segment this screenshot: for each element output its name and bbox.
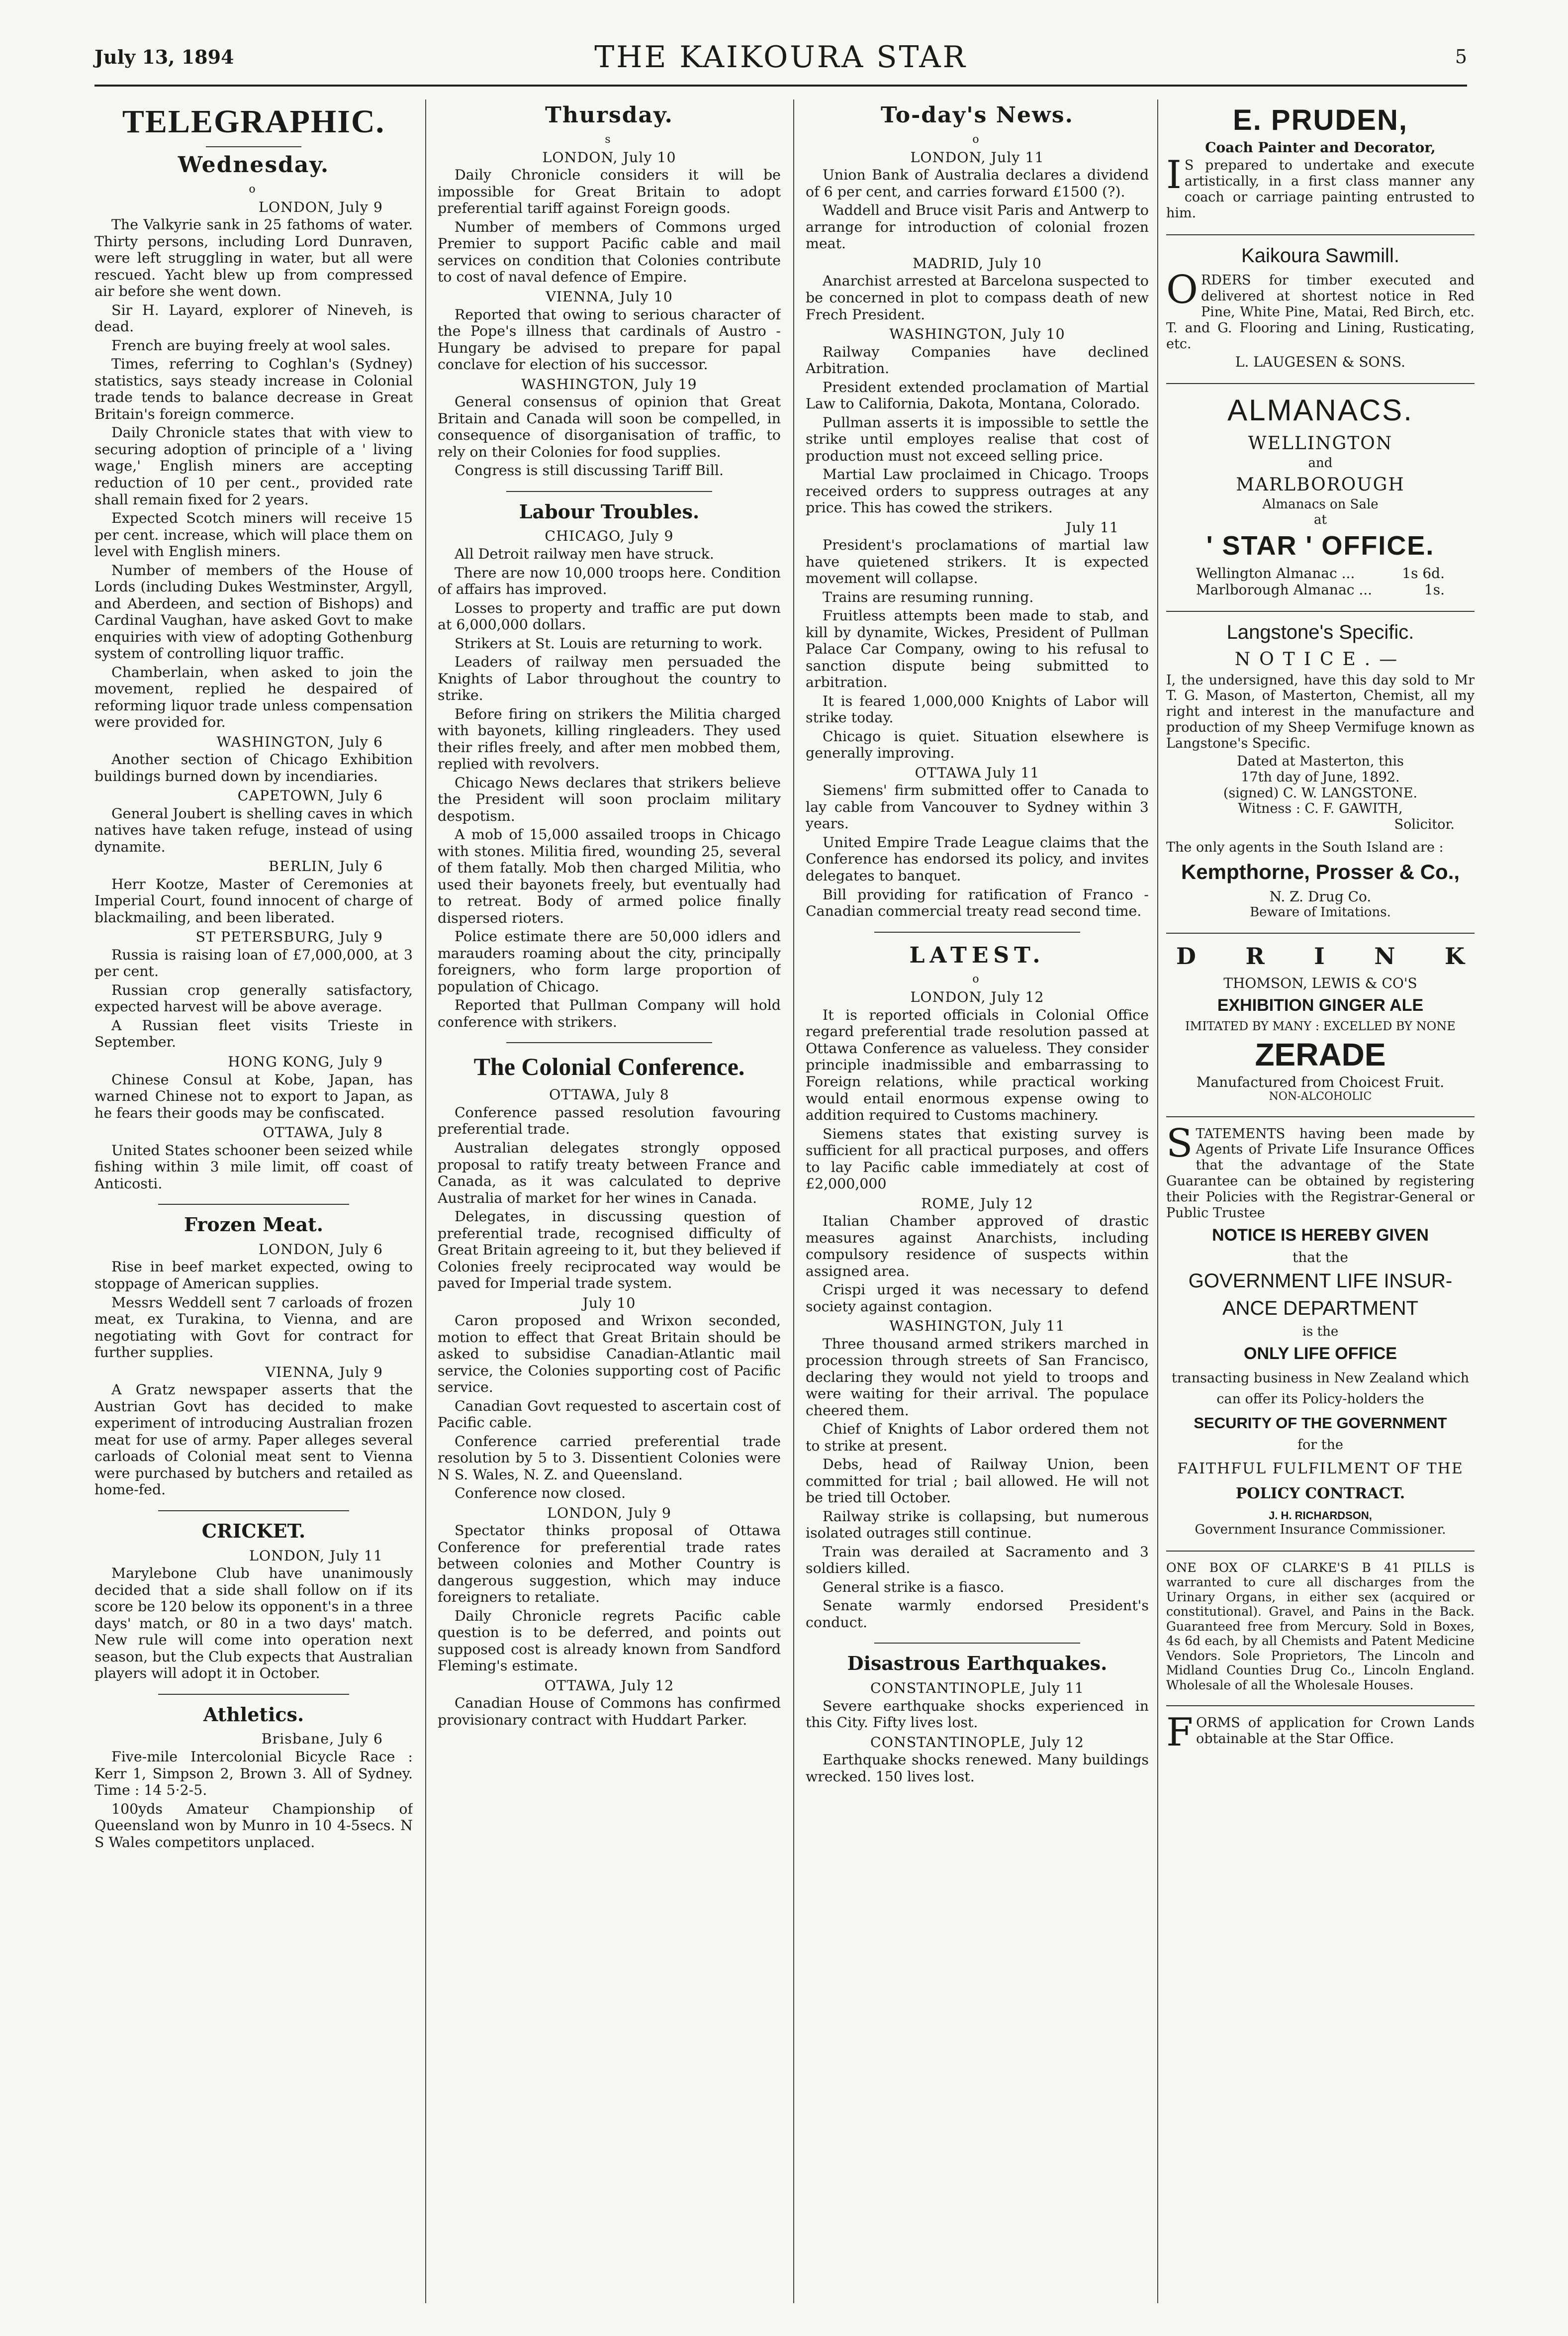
ad-govt-security: SECURITY OF THE GOVERNMENT (1194, 1414, 1447, 1432)
paragraph: Strikers at St. Louis are returning to work. (455, 635, 763, 652)
ad-almanacs-and: and (1308, 455, 1333, 471)
paragraph: Russia is raising loan of £7,000,000, at 3 per cent. (94, 946, 413, 980)
price-label: Marlborough Almanac ... (1196, 581, 1373, 598)
paragraph: Daily Chronicle states that with view to securing adoption of principle of a ' living wage,' English miners are accepting reduction of 10 per cent., provided rate shall remain fixed for 2 years. (94, 424, 413, 508)
paragraph: Railway Companies have declined Arbitration. (806, 343, 1149, 377)
ad-almanacs-office: ' STAR ' OFFICE. (1206, 531, 1435, 561)
paragraph: All Detroit railway men have struck. (455, 546, 714, 562)
ad-pruden-text: IS prepared to undertake and execute artistically, in a first class manner any coach or carriage painting entrusted to him. (1166, 153, 1475, 221)
column-rule (1157, 99, 1158, 2303)
dateline: LONDON, July 12 (910, 989, 1044, 1006)
paragraph: Five-mile Intercolonial Bicycle Race : Kerr 1, Simpson 2, Brown 3. All of Sydney. Time : 14 5·2-5. (94, 1748, 413, 1799)
dateline: LONDON, July 6 (259, 1241, 383, 1258)
paragraph: Herr Kootze, Master of Ceremonies at Imperial Court, found innocent of charge of blackmailing, and been liberated. (94, 876, 413, 926)
dateline: Brisbane, July 6 (261, 1731, 383, 1748)
paragraph: Conference passed resolution favouring preferential trade. (438, 1104, 781, 1138)
dateline: CONSTANTINOPLE, July 12 (870, 1734, 1084, 1751)
ad-drink (1166, 943, 1475, 1103)
paragraph: Martial Law proclaimed in Chicago. Troops received orders to suppress outrages at any price. This has cowed the strikers. (806, 466, 1149, 516)
ad-drink-line2: EXHIBITION GINGER ALE (1217, 995, 1424, 1015)
divider (506, 1042, 712, 1043)
ad-langstone-notice: NOTICE.— (1234, 649, 1406, 670)
price-value: 1s. (1424, 581, 1445, 598)
ad-sawmill-sign: L. LAUGESEN & SONS. (1235, 354, 1406, 371)
ad-govt-title: Government Insurance Commissioner. (1195, 1522, 1446, 1537)
column-telegraphic (94, 99, 413, 2298)
paragraph: Italian Chamber approved of drastic measures against Anarchists, including compulsory residence of suspects within assigned area. (806, 1213, 1149, 1279)
ad-sawmill-text: ORDERS for timber executed and delivered at shortest notice in Red Pine, White Pine, Matai, Red Birch, etc. T. and G. Flooring and Lining, Rusticating, etc. (1166, 268, 1475, 352)
divider (206, 146, 301, 147)
paragraph: Senate warmly endorsed President's conduct. (806, 1597, 1149, 1631)
dateline: CAPETOWN, July 6 (237, 787, 383, 804)
dateline: WASHINGTON, July 6 (216, 733, 383, 750)
ad-langstone-firm: Kempthorne, Prosser & Co., (1181, 860, 1460, 884)
paragraph: Railway strike is collapsing, but numerous isolated outrages still continue. (806, 1508, 1149, 1542)
column-thursday (438, 99, 781, 2298)
column-advertisements (1166, 99, 1475, 2298)
ornament: o (972, 133, 982, 146)
ad-langstone-agents: The only agents in the South Island are : (1166, 840, 1444, 856)
paragraph: French are buying freely at wool sales. (111, 337, 391, 354)
paragraph: Before firing on strikers the Militia charged with bayonets, killing ringleaders. They used their rifles freely, and after men mobbed them, replied with revolvers. (438, 705, 781, 773)
ad-langstone-drug: N. Z. Drug Co. (1269, 888, 1372, 905)
divider (158, 1694, 349, 1695)
paragraph: Bill providing for ratification of Franco - Canadian commercial treaty read second time. (806, 886, 1149, 920)
ad-langstone-signed: (signed) C. W. LANGSTONE. (1223, 785, 1418, 801)
divider (874, 932, 1080, 933)
ad-langstone-text: I, the undersigned, have this day sold to Mr T. G. Mason, of Masterton, Chemist, all my right and interest in the manufacture and production of my Sheep Vermifuge known as Langstone's Specific. (1166, 672, 1475, 752)
ad-almanacs-title: ALMANACS. (1227, 393, 1413, 427)
dateline: July 11 (1066, 519, 1119, 536)
article-list (806, 149, 1149, 1785)
paragraph: Russian crop generally satisfactory, expected harvest will be above average. (94, 981, 413, 1015)
page-number: 5 (1455, 46, 1467, 68)
ad-almanacs-row (1166, 582, 1475, 598)
paragraph: The Valkyrie sank in 25 fathoms of water. Thirty persons, including Lord Dunraven, were left struggling in water, but all were rescued. Yacht blew up from compressed air before she went down. (94, 216, 413, 300)
day-heading: Wednesday. (178, 152, 330, 178)
paragraph: Three thousand armed strikers marched in procession through streets of San Francisco, declaring they would not yield to troops and were waiting for their arrival. The populace cheered them. (806, 1335, 1149, 1419)
divider (1166, 383, 1475, 384)
paragraph: Spectator thinks proposal of Ottawa Conference for preferential trade rates between colonies and Mother Country is dangerous suggestion, which may induce foreigners to retaliate. (438, 1522, 781, 1606)
dateline: LONDON, July 10 (542, 149, 676, 166)
paragraph: Pullman asserts it is impossible to settle the strike until employes realise that cost of production must not exceed selling price. (806, 414, 1149, 464)
ad-almanacs-line1: WELLINGTON (1248, 433, 1393, 454)
paragraph: A Gratz newspaper asserts that the Austrian Govt has decided to make experiment of introducing Australian frozen meat for use of army. Paper alleges several carloads of Colonial meat sent to Vienna were purchased by butchers and retailed as home-fed. (94, 1381, 413, 1498)
paragraph: Daily Chronicle considers it will be impossible for Great Britain to adopt preferential tariff against Foreign goods. (438, 167, 781, 217)
letter: K (1445, 943, 1465, 970)
dateline: OTTAWA, July 12 (544, 1677, 674, 1694)
section-heading: Athletics. (203, 1703, 304, 1726)
ad-drink-line1: THOMSON, LEWIS & CO'S (1223, 974, 1417, 991)
dateline: VIENNA, July 9 (265, 1363, 383, 1380)
divider (1166, 1705, 1475, 1706)
ad-govt-notice: NOTICE IS HEREBY GIVEN (1212, 1225, 1429, 1245)
paragraph: Marylebone Club have unanimously decided that a side shall follow on if its score be 120 below its opponent's in a three days' match, or 80 in a two days' match. New rule will come into operation next season, but the Club expects that Australian players will adopt it in October. (94, 1565, 413, 1682)
section-heading: Labour Troubles. (519, 500, 700, 523)
ad-govt-transacting: transacting business in New Zealand which (1171, 1370, 1470, 1386)
ad-pruden-sub: Coach Painter and Decorator, (1205, 139, 1436, 156)
paragraph: Police estimate there are 50,000 idlers and marauders roaming about the city, principally foreigners, who form large proportion of population of Chicago. (438, 928, 781, 995)
paragraph: Severe earthquake shocks experienced in this City. Fifty lives lost. (806, 1697, 1149, 1731)
divider (506, 491, 712, 492)
paragraph: Australian delegates strongly opposed proposal to ratify treaty between France and Canada, as it was calculated to deprive Australia of market for her wines in Canada. (438, 1139, 781, 1206)
section-heading: TELEGRAPHIC. (122, 103, 385, 140)
dateline: July 10 (582, 1294, 636, 1311)
paragraph: General consensus of opinion that Great Britain and Canada will soon be compelled, in consequence of disorganisation of traffic, to rely on their Colonies for food supplies. (438, 393, 781, 460)
day-heading: Thursday. (545, 102, 673, 128)
paragraph: Earthquake shocks renewed. Many buildings wrecked. 150 lives lost. (806, 1752, 1149, 1785)
dateline: ROME, July 12 (921, 1195, 1033, 1212)
paragraph: 100yds Amateur Championship of Queensland won by Munro in 10 4-5secs. N S Wales competitors unplaced. (94, 1800, 413, 1850)
dateline: VIENNA, July 10 (546, 288, 673, 305)
ad-govt-dept: GOVERNMENT LIFE INSUR- (1188, 1269, 1453, 1292)
ad-govt-offer: can offer its Policy-holders the (1216, 1391, 1424, 1407)
newspaper-title: THE KAIKOURA STAR (594, 40, 967, 75)
ad-government-life (1166, 1121, 1475, 1538)
paragraph: It is reported officials in Colonial Office regard preferential trade resolution passed at Ottawa Conference as valueless. They consider principle inadmissible and embarrassing to Foreign relations, while practical working would entail enormous expense owing to addition required to Customs machinery. (806, 1006, 1149, 1124)
ornament: s (605, 133, 614, 146)
ad-langstone-dated: 17th day of June, 1892. (1241, 769, 1400, 785)
ad-langstone-title: Langstone's Specific. (1226, 621, 1414, 643)
dateline: HONG KONG, July 9 (228, 1054, 383, 1070)
paragraph: Canadian Govt requested to ascertain cost of Pacific cable. (438, 1397, 781, 1431)
paragraph: Leaders of railway men persuaded the Knights of Labor throughout the country to strike. (438, 654, 781, 704)
paragraph: Chinese Consul at Kobe, Japan, has warned Chinese not to export to Japan, as he fears their goods may be confiscated. (94, 1071, 413, 1121)
ad-govt-that: that the (1292, 1249, 1348, 1265)
column-todays-news (806, 99, 1149, 2298)
paragraph: Expected Scotch miners will receive 15 per cent. increase, which will place them on level with English miners. (94, 510, 413, 560)
paragraph: Number of members of the House of Lords (including Dukes Westminster, Argyll, and Aberdeen, and section of Bishops) and Cardinal Vaughan, have asked Govt to make enquiries with view of adopting Gothenburg system of controlling liquor traffic. (94, 562, 413, 662)
paragraph: Losses to property and traffic are put down at 6,000,000 dollars. (438, 599, 781, 633)
paragraph: Debs, head of Railway Union, been committed for trial ; bail allowed. He will not be tried till October. (806, 1456, 1149, 1506)
issue-date: July 13, 1894 (94, 46, 234, 68)
divider (1166, 611, 1475, 612)
letter: I (1314, 943, 1325, 970)
ad-langstone (1166, 621, 1475, 920)
ad-sawmill (1166, 244, 1475, 371)
dateline: OTTAWA, July 8 (549, 1086, 669, 1103)
dateline: CONSTANTINOPLE, July 11 (870, 1680, 1084, 1697)
ad-pruden (1166, 103, 1475, 221)
ad-govt-dept: ANCE DEPARTMENT (1222, 1297, 1419, 1320)
masthead (94, 40, 1467, 87)
paragraph: Trains are resuming running. (823, 588, 1034, 605)
ad-langstone-witness: Witness : C. F. GAWITH, (1238, 801, 1403, 817)
paragraph: United States schooner been seized while fishing within 3 mile limit, off coast of Anticosti. (94, 1142, 413, 1192)
paragraph: Chicago is quiet. Situation elsewhere is generally improving. (806, 728, 1149, 762)
paragraph: Canadian House of Commons has confirmed provisionary contract with Huddart Parker. (438, 1695, 781, 1728)
paragraph: President's proclamations of martial law have quietened strikers. It is expected movement will collapse. (806, 537, 1149, 587)
paragraph: Waddell and Bruce visit Paris and Antwerp to arrange for introduction of colonial frozen meat. (806, 202, 1149, 252)
ad-govt-for: for the (1297, 1437, 1343, 1453)
paragraph: Congress is still discussing Tariff Bill. (455, 462, 724, 479)
section-heading: CRICKET. (201, 1519, 306, 1542)
paragraph: Fruitless attempts been made to stab, and kill by dynamite, Wickes, President of Pullman Palace Car Company, owing to his refusal to sanction dispute being submitted to arbitration. (806, 607, 1149, 691)
dateline: BERLIN, July 6 (269, 858, 383, 875)
paragraph: Sir H. Layard, explorer of Nineveh, is dead. (94, 301, 413, 335)
day-heading: To-day's News. (881, 102, 1074, 128)
ad-langstone-dated: Dated at Masterton, this (1237, 753, 1404, 769)
divider (1166, 1551, 1475, 1552)
divider (158, 1204, 349, 1205)
section-heading: LATEST. (909, 942, 1045, 968)
section-heading: Frozen Meat. (184, 1213, 323, 1236)
ad-govt-only: ONLY LIFE OFFICE (1244, 1344, 1397, 1363)
article-list (94, 199, 413, 1850)
paragraph: Number of members of Commons urged Premier to support Pacific cable and mail services on condition that Colonies contribute to cost of naval defence of Empire. (438, 218, 781, 286)
paragraph: General Joubert is shelling caves in which natives have taken refuge, instead of using dynamite. (94, 805, 413, 855)
dateline: ST PETERSBURG, July 9 (195, 929, 383, 946)
ad-pruden-name: E. PRUDEN, (1233, 104, 1408, 136)
paragraph: Another section of Chicago Exhibition buildings burned down by incendiaries. (94, 751, 413, 784)
ad-govt-name: J. H. RICHARDSON, (1269, 1509, 1372, 1522)
dateline: WASHINGTON, July 11 (889, 1318, 1065, 1335)
ad-almanacs-row (1166, 565, 1475, 582)
ad-forms-text: FORMS of application for Crown Lands obtainable at the Star Office. (1166, 1710, 1475, 1755)
paragraph: President extended proclamation of Martial Law to California, Dakota, Montana, Colorado. (806, 379, 1149, 412)
dateline: LONDON, July 11 (910, 149, 1044, 166)
paragraph: Train was derailed at Sacramento and 3 soldiers killed. (806, 1543, 1149, 1577)
divider (158, 1510, 349, 1511)
paragraph: There are now 10,000 troops here. Condition of affairs has improved. (438, 564, 781, 598)
paragraph: Chicago News declares that strikers believe the President will soon proclaim military despotism. (438, 774, 781, 824)
paragraph: Reported that owing to serious character of the Pope's illness that cardinals of Austro - Hungary be advised to prepare for papal conclave for election of his successor. (438, 306, 781, 373)
ad-almanacs-sale: Almanacs on Sale (1262, 496, 1379, 512)
dateline: MADRID, July 10 (913, 255, 1042, 272)
paragraph: Caron proposed and Wrixon seconded, motion to effect that Great Britain should be asked to subsidise Canadian-Atlantic mail service, the Colonies supporting cost of Pacific service. (438, 1312, 781, 1396)
ad-crown-lands (1166, 1710, 1475, 1755)
dateline: WASHINGTON, July 10 (889, 326, 1065, 343)
ad-govt-text: STATEMENTS having been made by Agents of Private Life Insurance Offices that the advantage of the State Guarantee can be obtained by registering their Policies with the Registrar-General or Public Trustee (1166, 1121, 1475, 1221)
dateline: LONDON, July 11 (249, 1547, 383, 1564)
ad-govt-contract: POLICY CONTRACT. (1235, 1484, 1405, 1502)
section-heading: Disastrous Earthquakes. (847, 1652, 1107, 1675)
paragraph: A mob of 15,000 assailed troops in Chicago with stones. Militia fired, wounding 25, several of them fatally. Mob then charged Militia, who used their bayonets freely, but eventually had to retreat. Body of armed police finally dispersed rioters. (438, 826, 781, 926)
ad-clarke-pills (1166, 1560, 1475, 1693)
ad-almanacs-line2: MARLBOROUGH (1236, 475, 1405, 495)
ad-govt-is: is the (1302, 1324, 1339, 1340)
letter: D (1176, 943, 1196, 970)
paragraph: A Russian fleet visits Trieste in September. (94, 1017, 413, 1051)
dateline: OTTAWA, July 8 (263, 1124, 383, 1141)
ad-govt-faithful: FAITHFUL FULFILMENT OF THE (1177, 1460, 1464, 1478)
price-label: Wellington Almanac ... (1196, 565, 1355, 582)
column-rule (793, 99, 794, 2303)
paragraph: Chief of Knights of Labor ordered them not to strike at present. (806, 1421, 1149, 1454)
ad-drink-line4: Manufactured from Choicest Fruit. (1196, 1073, 1445, 1090)
paragraph: Anarchist arrested at Barcelona suspected to be concerned in plot to compass death of new Frech President. (806, 273, 1149, 323)
paragraph: United Empire Trade League claims that the Conference has endorsed its policy, and invites delegates to banquet. (806, 834, 1149, 884)
ad-sawmill-title: Kaikoura Sawmill. (1241, 244, 1399, 267)
ad-langstone-solicitor: Solicitor. (1394, 817, 1455, 833)
column-rule (425, 99, 426, 2303)
dateline: CHICAGO, July 9 (545, 528, 674, 545)
ornament: o (972, 973, 982, 986)
letter: R (1245, 943, 1265, 970)
paragraph: Union Bank of Australia declares a dividend of 6 per cent, and carries forward £1500 (?). (806, 167, 1149, 200)
paragraph: Daily Chronicle regrets Pacific cable question is to be deferred, and points out supposed cost is already known from Sandford Fleming's estimate. (438, 1607, 781, 1674)
paragraph: Times, referring to Coghlan's (Sydney) statistics, says steady increase in Colonial trade tends to balance decrease in Great Britain's foreign commerce. (94, 356, 413, 422)
paragraph: Messrs Weddell sent 7 carloads of frozen meat, ex Turakina, to Vienna, and are negotiating with Govt for contract for further supplies. (94, 1294, 413, 1361)
price-value: 1s 6d. (1402, 565, 1445, 582)
ad-drink-zerade: ZERADE (1255, 1037, 1386, 1073)
dateline: WASHINGTON, July 19 (521, 376, 697, 392)
ad-almanacs (1166, 393, 1475, 598)
paragraph: Crispi urged it was necessary to defend society against contagion. (806, 1281, 1149, 1315)
section-heading: The Colonial Conference. (473, 1053, 745, 1081)
ad-drink-line3: IMITATED BY MANY : EXCELLED BY NONE (1185, 1019, 1456, 1033)
paragraph: Reported that Pullman Company will hold conference with strikers. (438, 997, 781, 1030)
divider (1166, 234, 1475, 235)
dateline: OTTAWA July 11 (915, 764, 1040, 781)
divider (1166, 933, 1475, 934)
paragraph: Chamberlain, when asked to join the movement, replied he despaired of reforming liquor trade unless compensation were provided for. (94, 664, 413, 731)
divider (874, 1643, 1080, 1644)
ad-drink-letters (1166, 943, 1475, 970)
paragraph: Conference now closed. (455, 1485, 626, 1502)
paragraph: Rise in beef market expected, owing to stoppage of American supplies. (94, 1259, 413, 1292)
paragraph: Siemens states that existing survey is sufficient for all practical purposes, and offers to lay Pacific cable immediately at cost of £2,000,000 (806, 1125, 1149, 1192)
ornament: o (249, 183, 259, 195)
dateline: LONDON, July 9 (547, 1504, 671, 1521)
divider (1166, 1116, 1475, 1117)
ad-almanacs-at: at (1314, 512, 1327, 527)
letter: N (1374, 943, 1395, 970)
paragraph: It is feared 1,000,000 Knights of Labor will strike today. (806, 692, 1149, 726)
dateline: LONDON, July 9 (259, 198, 383, 215)
paragraph: Siemens' firm submitted offer to Canada to lay cable from Vancouver to Sydney within 3 years. (806, 782, 1149, 832)
ad-clarke-text: ONE BOX OF CLARKE'S B 41 PILLS is warranted to cure all discharges from the Urinary Organs, in either sex (acquired or constitutional). Gravel, and Pains in the Back. Guaranteed free from Mercury. Sold in Boxes, 4s 6d each, by all Chemists and Patent Medicine Vendors. Sole Proprietors, The Lincoln and Midland Counties Drug Co., Lincoln England. Wholesale of all the Wholesale Houses. (1166, 1560, 1475, 1692)
paragraph: Delegates, in discussing question of preferential trade, recognised difficulty of Great Britain agreeing to it, but they believed if Colonies freely reciprocated way would be paved for Imperial trade system. (438, 1208, 781, 1292)
article-list (438, 149, 781, 1729)
paragraph: Conference carried preferential trade resolution by 5 to 3. Dissentient Colonies were N S. Wales, N. Z. and Queensland. (438, 1433, 781, 1483)
ad-langstone-beware: Beware of Imitations. (1250, 904, 1391, 920)
ad-drink-line5: NON-ALCOHOLIC (1269, 1090, 1372, 1103)
paragraph: General strike is a fiasco. (823, 1578, 1005, 1595)
